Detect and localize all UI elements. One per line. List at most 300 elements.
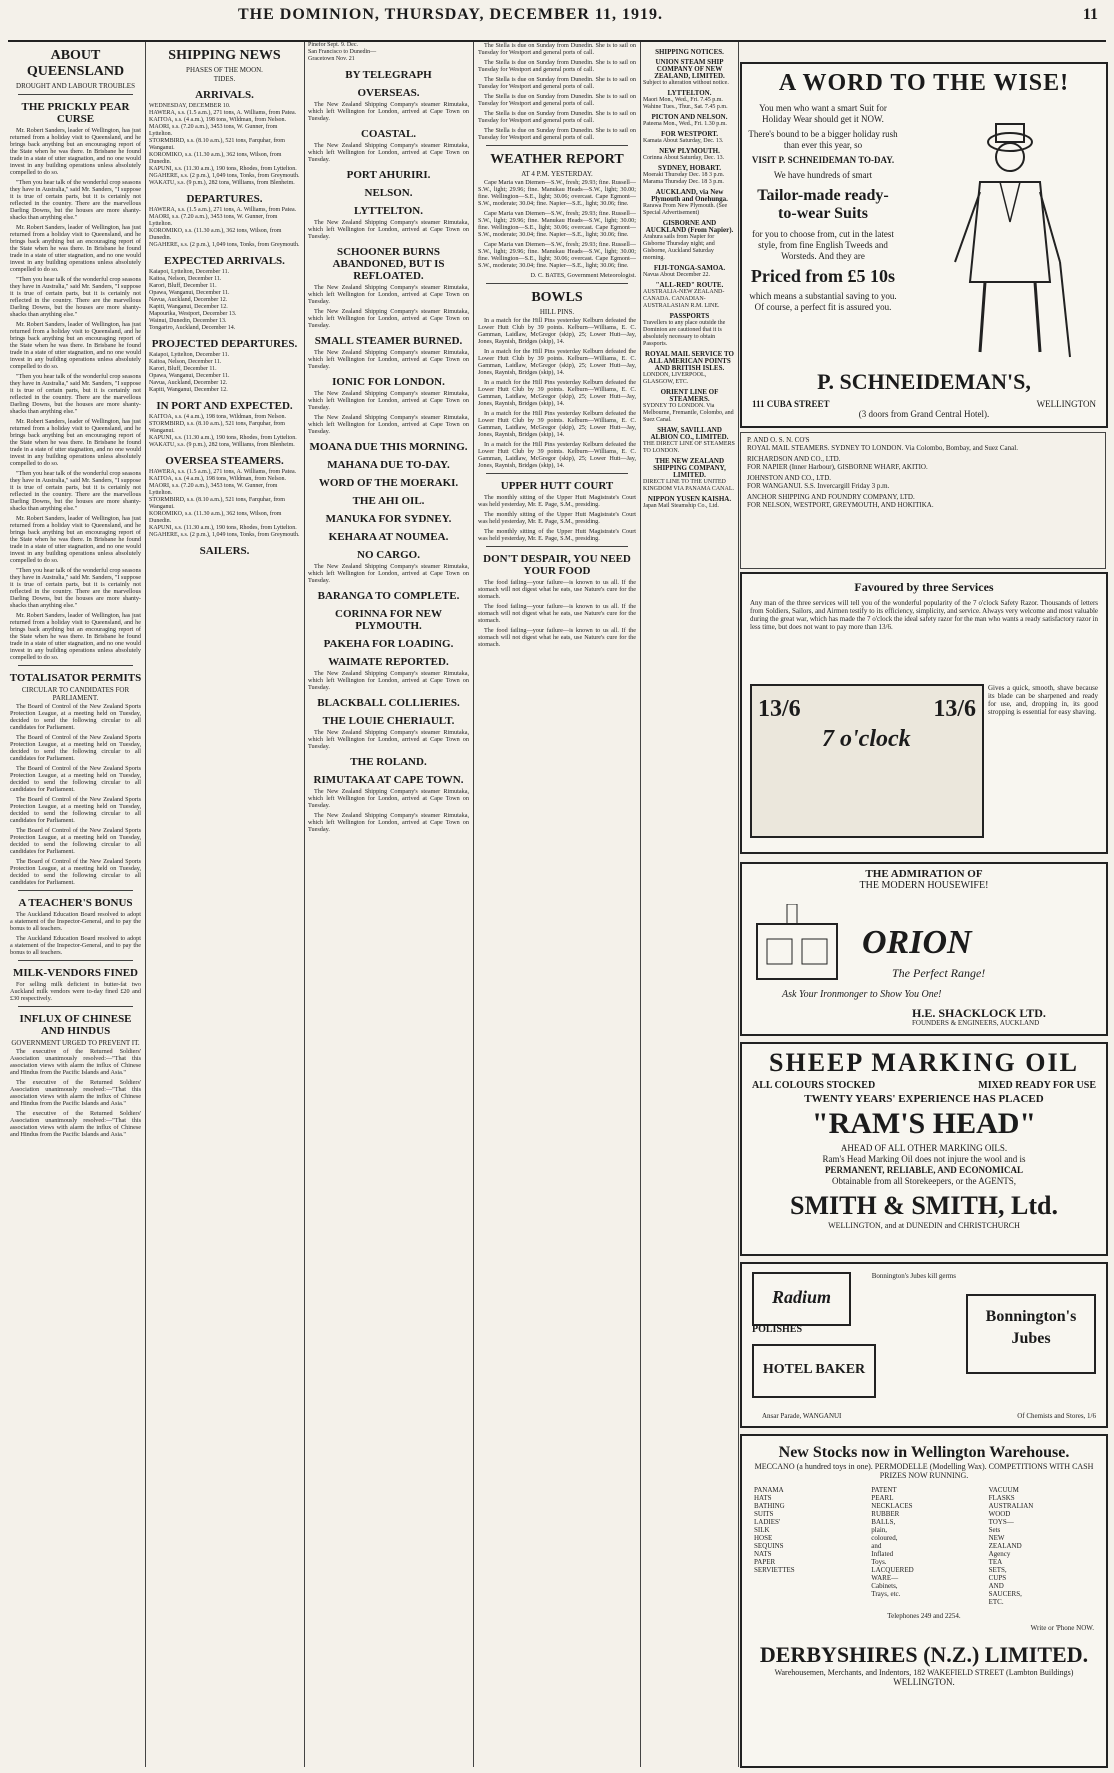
- subhead-corinna: CORINNA FOR NEW PLYMOUTH.: [335, 608, 442, 632]
- jubes-box-icon: [966, 1294, 1096, 1374]
- paragraph: The food failing—your failure—is known to us all. If the stomach will not digest what he eats, use Nature's cure for the stomach.: [478, 603, 636, 624]
- paragraph: "Then you hear talk of the wonderful crop seasons they have in Australia," said Mr. Sanders, "I suppose it is true of certain parts, but it is certainly not reflected in the country. There are the marvellous Darling Downs, but the houses are more shanty-shacks than anything else.": [10, 179, 141, 221]
- ad-text: Ask Your Ironmonger to Show You One!: [782, 989, 942, 1000]
- ad-brand: Bonnington's: [985, 1308, 1077, 1325]
- section-influx: INFLUX OF CHINESE AND HINDUS: [19, 1013, 132, 1037]
- subhead-by-telegraph: BY TELEGRAPH: [345, 69, 432, 81]
- notice-text: FOR WANGANUI. S.S. Invercargill Friday 3 p.m.: [747, 482, 890, 490]
- subhead-ionic: IONIC FOR LONDON.: [332, 376, 445, 388]
- ad-text: TWENTY YEARS' EXPERIENCE HAS PLACED: [804, 1093, 1044, 1105]
- list-item: HAWERA, s.s. (1.5 a.m.), 271 tons, A. Williams, from Patea.: [149, 469, 297, 475]
- list-item: KAPUNI, s.s. (11.30 a.m.), 190 tons, Rhodes, from Lyttelton.: [149, 166, 297, 172]
- notice-nz-shipping: [643, 458, 736, 493]
- notice-passports: [643, 313, 736, 348]
- paragraph: The New Zealand Shipping Company's steamer Rimutaka, which left Wellington for London, arrived at Cape Town on Tuesday.: [308, 563, 469, 584]
- article-body: [308, 284, 469, 329]
- section-milk-vendors: MILK-VENDORS FINED: [13, 967, 138, 979]
- advertisements: [740, 42, 1106, 1767]
- ad-text: AHEAD OF ALL OTHER MARKING OILS.: [840, 1143, 1008, 1153]
- ad-derbyshires: [740, 1434, 1108, 1768]
- ad-text: You men who want a smart Suit for Holiday Wear should get it NOW.: [759, 103, 887, 124]
- subhead-lyttelton: LYTTELTON.: [354, 205, 423, 217]
- divider: [18, 665, 133, 666]
- notice-title: P. AND O. S. N. CO'S: [747, 436, 810, 444]
- paragraph: The Board of Control of the New Zealand Sports Protection League, at a meeting held on Tuesday, decided to send the following circular to all candidates for Parliament.: [10, 827, 141, 855]
- list-item: AUSTRALIAN WOOD TOYS—Sets: [988, 1502, 1034, 1534]
- ad-brand-sub: Jubes: [1011, 1330, 1051, 1347]
- paragraph: The New Zealand Shipping Company's steamer Rimutaka, which left Wellington for London, arrived at Cape Town on Tuesday.: [308, 670, 469, 691]
- notice-lyttelton: [643, 90, 736, 111]
- paragraph: The monthly sitting of the Upper Hutt Magistrate's Court was held yesterday, Mr. E. Page, S.M., presiding.: [478, 494, 636, 508]
- paragraph: The Board of Control of the New Zealand Sports Protection League, at a meeting held on Tuesday, decided to send the following circular to all candidates for Parliament.: [10, 796, 141, 824]
- paragraph: "Then you hear talk of the wonderful crop seasons they have in Australia," said Mr. Sanders, "I suppose it is true of certain parts, but it is certainly not reflected in the country. There are the marvellous Darling Downs, but the houses are more shanty-shacks than anything else.": [10, 276, 141, 318]
- ad-firm-sub: FOUNDERS & ENGINEERS, AUCKLAND: [912, 1019, 1040, 1027]
- list-item: Kaiapoi, Lyttelton, December 11.: [149, 269, 230, 275]
- shipping-list: [149, 207, 300, 249]
- list-item: KOROMIKO, s.s. (11.30 a.m.), 362 tons, Wilson, from Dunedin.: [149, 511, 282, 524]
- ad-brand-sub: The Perfect Range!: [892, 966, 986, 980]
- list-item: TEA SETS, CUPS AND SAUCERS,: [988, 1558, 1022, 1598]
- notice-royal-mail: [643, 351, 736, 386]
- ad-text: POLISHES: [752, 1324, 803, 1335]
- notice-title: NEW PLYMOUTH.: [659, 147, 720, 155]
- ad-telephone: Telephones 249 and 2254.: [887, 1612, 961, 1620]
- ad-firm-sub: WELLINGTON, and at DUNEDIN and CHRISTCHURCH: [828, 1221, 1020, 1230]
- divider: [486, 145, 628, 146]
- paragraph: In a match for the Hill Pins yesterday Kelburn defeated the Lower Hutt Club by 39 points. Kelburn—Williams, E. C. Gamman, Laidlaw, McGregor (skip), 25; Lower Hutt—Jay, Jones, Raynish, Bridges (skip), 14.: [478, 379, 636, 407]
- headline-shipping-notices: SHIPPING NOTICES.: [655, 48, 724, 56]
- column-rule: [473, 42, 474, 1767]
- column-shipping-news: [147, 42, 302, 1767]
- paragraph: The New Zealand Shipping Company's steamer Rimutaka, which left Wellington for London, arrived at Cape Town on Tuesday.: [308, 142, 469, 163]
- ad-schneideman: [740, 62, 1108, 428]
- subhead-louie: THE LOUIE CHERIAULT.: [322, 715, 455, 727]
- paragraph: The New Zealand Shipping Company's steamer Rimutaka, which left Wellington for London, arrived at Cape Town on Tuesday.: [308, 308, 469, 329]
- ad-firm: P. SCHNEIDEMAN'S,: [817, 369, 1031, 394]
- subhead-no-cargo: NO CARGO.: [357, 549, 420, 561]
- paragraph: Mr. Robert Sanders, leader of Wellington, has just returned from a holiday visit to Queensland, and he brings back anything but an encouraging report of the State when he was there. In Brisbane he found trade in a state of utter stagnation, and no one would invest in any building operations unless absolutely compelled to do so.: [10, 612, 141, 661]
- ad-text: Bonnington's Jubes kill germs: [871, 1272, 956, 1280]
- notice-title: PICTON AND NELSON.: [651, 113, 728, 121]
- list-item: Karori, Bluff, December 11.: [149, 366, 217, 372]
- ad-right: MIXED READY FOR USE: [978, 1080, 1096, 1091]
- paragraph: The Stella is due on Sunday from Dunedin. She is to sail on Tuesday for Westport and general ports of call.: [478, 110, 636, 124]
- ad-left: ALL COLOURS STOCKED: [752, 1080, 876, 1091]
- list-item: NEW ZEALAND Agency: [988, 1534, 1022, 1558]
- notice-title: JOHNSTON AND CO., LTD.: [747, 474, 832, 482]
- paragraph: The food failing—your failure—is known to us all. If the stomach will not digest what he eats, use Nature's cure for the stomach.: [478, 627, 636, 648]
- notice-text: THE DIRECT LINE OF STEAMERS TO LONDON.: [643, 441, 735, 454]
- paragraph: Mr. Robert Sanders, leader of Wellington, has just returned from a holiday visit to Queensland, and he brings back anything but an encouraging report of the State when he was there. In Brisbane he found trade in a state of utter stagnation, and no one would invest in any building operations unless absolutely compelled to do so.: [10, 127, 141, 176]
- paragraph: The monthly sitting of the Upper Hutt Magistrate's Court was held yesterday, Mr. E. Page, S.M., presiding.: [478, 511, 636, 525]
- list-item: Navua, Auckland, December 12.: [149, 380, 228, 386]
- section-prickly-pear: THE PRICKLY PEAR CURSE: [21, 101, 130, 125]
- paragraph: The New Zealand Shipping Company's steamer Rimutaka, which left Wellington for London, arrived at Cape Town on Tuesday.: [308, 219, 469, 240]
- paragraph: The New Zealand Shipping Company's steamer Rimutaka, which left Wellington for London, arrived at Cape Town on Tuesday.: [308, 812, 469, 833]
- shipping-list: [308, 42, 469, 63]
- divider: [18, 94, 133, 95]
- notice-title: SYDNEY, HOBART.: [658, 164, 721, 172]
- paragraph: The Stella is due on Sunday from Dunedin. She is to sail on Tuesday for Westport and general ports of call.: [478, 93, 636, 107]
- shipping-list: [149, 103, 300, 187]
- list-item: LACQUERED WARE—Cabinets,: [871, 1566, 914, 1590]
- article-body: [478, 42, 636, 141]
- notice-text: FOR NAPIER (Inner Harbour), GISBORNE WHARF, AKITIO.: [747, 463, 928, 471]
- notice-text: AUSTRALIA-NEW ZEALAND-CANADA. CANADIAN-AUSTRALASIAN R.M. LINE.: [643, 289, 725, 309]
- ad-text: Ansar Parade, WANGANUI: [762, 1412, 842, 1420]
- subhead-moeraki: WORD OF THE MOERAKI.: [318, 477, 459, 489]
- subhead-small-steamer: SMALL STEAMER BURNED.: [314, 335, 463, 347]
- paragraph: In a match for the Hill Pins yesterday Kelburn defeated the Lower Hutt Club by 39 points. Kelburn—Williams, E. C. Gamman, Laidlaw, McGregor (skip), 25; Lower Hutt—Jay, Jones, Raynish, Bridges (skip), 14.: [478, 317, 636, 345]
- paragraph: The Stella is due on Sunday from Dunedin. She is to sail on Tuesday for Westport and general ports of call.: [478, 76, 636, 90]
- subhead-manuka: MANUKA FOR SYDNEY.: [325, 513, 452, 525]
- paragraph: The executive of the Returned Soldiers' Association unanimously resolved:—"That this association views with alarm the influx of Chinese and Hindus from the Pacific Islands and Asia.": [10, 1048, 141, 1076]
- ad-polishes-jubes: [740, 1262, 1108, 1428]
- ad-street: 111 CUBA STREET: [752, 399, 830, 409]
- headline-shipping-news: SHIPPING NEWS: [168, 48, 281, 63]
- notice-text: Corinna About Saturday, Dec. 13.: [643, 155, 725, 161]
- list-item: Pinefor Sept. 9. Dec.: [308, 42, 358, 48]
- subhead-pakeha: PAKEHA FOR LOADING.: [323, 638, 454, 650]
- article-body: [308, 349, 469, 370]
- notice-title: ANCHOR SHIPPING AND FOUNDRY COMPANY, LTD.: [747, 493, 915, 501]
- notice-title: FOR WESTPORT.: [660, 130, 719, 138]
- razor-box-icon: [750, 684, 984, 838]
- ad-price: Priced from £5 10s: [750, 266, 896, 286]
- subhead-rimutaka: RIMUTAKA AT CAPE TOWN.: [313, 774, 464, 786]
- notice-title: UNION STEAM SHIP COMPANY OF NEW ZEALAND, LIMITED.: [654, 58, 725, 80]
- ad-brand: "RAM'S HEAD": [811, 1107, 1037, 1140]
- shipping-list: [149, 414, 300, 449]
- subhead-baranga: BARANGA TO COMPLETE.: [317, 590, 460, 602]
- list-item: WAKATU, s.s. (9 p.m.), 282 tons, Williams, from Blenheim.: [149, 442, 295, 448]
- notice-text: Kamata About Saturday, Dec. 13.: [643, 138, 724, 144]
- ad-text: There's bound to be a bigger holiday rush than ever this year, so: [748, 129, 898, 150]
- subhead-projected: PROJECTED DEPARTURES.: [151, 338, 298, 350]
- list-item: Kaitoa, Nelson, December 11.: [149, 276, 222, 282]
- list-item: KOROMIKO, s.s. (11.30 a.m.), 362 tons, Wilson, from Dunedin.: [149, 152, 282, 165]
- article-body: [478, 317, 636, 469]
- subhead-sailers: SAILERS.: [199, 545, 250, 557]
- notice-richardson: [747, 455, 1099, 471]
- headline-queensland: ABOUT QUEENSLAND: [26, 48, 125, 79]
- subhead-mahana: MAHANA DUE TO-DAY.: [327, 459, 450, 471]
- ad-sheep-marking-oil: [740, 1042, 1108, 1256]
- radium-logo-icon: Radium: [752, 1272, 851, 1326]
- article-body: [308, 729, 469, 750]
- subhead-hill-pins: HILL PINS.: [539, 308, 575, 316]
- ad-headline: Favoured by three Services: [854, 580, 994, 594]
- notice-anchor: [747, 493, 1099, 509]
- paragraph: For selling milk deficient in butter-fat two Auckland milk vendors were to-day fined £20 and £30 respectively.: [10, 981, 141, 1002]
- list-item: Opawa, Wanganui, December 11.: [149, 290, 230, 296]
- paragraph: The Stella is due on Sunday from Dunedin. She is to sail on Tuesday for Westport and general ports of call.: [478, 127, 636, 141]
- column-rule: [738, 42, 739, 1767]
- article-body: [308, 788, 469, 833]
- column-rule: [640, 42, 641, 1767]
- notice-title: LYTTELTON.: [667, 89, 712, 97]
- ad-subheadline: MECCANO (a hundred toys in one). PERMODELLE (Modelling Wax). COMPETITIONS WITH CASH PRIZES NOW RUNNING.: [754, 1462, 1094, 1480]
- paragraph: The Stella is due on Sunday from Dunedin. She is to sail on Tuesday for Westport and general ports of call.: [478, 42, 636, 56]
- divider: [486, 473, 628, 474]
- subhead-kehara: KEHARA AT NOUMEA.: [328, 531, 449, 543]
- article-body: [10, 981, 141, 1002]
- masthead-title: THE DOMINION, THURSDAY, DECEMBER 11, 1919.: [238, 6, 664, 23]
- paragraph: Cape Maria van Diemen—S.W., fresh; 29.93; fine. Russell—S.W., light; 29.96; fine. Manukau Heads—S.W., light; 30.00; fine. Wellington—S.E., light; 30.06; overcast. Cape Egmont—S.W., moderate; 30.04; fine. Napier—S.E., light; 30.06; fine.: [478, 241, 636, 269]
- ad-firm: SMITH & SMITH, Ltd.: [790, 1191, 1058, 1220]
- gentleman-illustration-icon: [920, 112, 1090, 362]
- list-item: WEDNESDAY, DECEMBER 10.: [149, 103, 231, 109]
- list-item: NGAHERE, s.s. (2 p.m.), 1,049 tons, Tonks, from Greymouth.: [149, 242, 300, 248]
- shipping-list: [149, 352, 300, 394]
- subhead-departures: DEPARTURES.: [186, 193, 263, 205]
- list-item: BATHING SUITS: [754, 1502, 785, 1518]
- notice-title: NIPPON YUSEN KAISHA.: [647, 495, 732, 503]
- stove-icon: [752, 904, 842, 984]
- paragraph: The Board of Control of the New Zealand Sports Protection League, at a meeting held on Tuesday, decided to send the following circular to all candidates for Parliament.: [10, 858, 141, 886]
- paragraph: The Board of Control of the New Zealand Sports Protection League, at a meeting held on Tuesday, decided to send the following circular to all candidates for Parliament.: [10, 765, 141, 793]
- list-item: NGAHERE, s.s. (2 p.m.), 1,049 tons, Tonks, from Greymouth.: [149, 173, 300, 179]
- ad-brand: 7 o'clock: [822, 726, 911, 752]
- notice-title: PASSPORTS: [669, 312, 710, 320]
- list-item: MAORI, s.s. (7.20 a.m.), 3453 tons, W. Gunner, from Lyttelton.: [149, 124, 278, 137]
- notice-title: AUCKLAND, via New Plymouth and Onehunga.: [651, 188, 728, 203]
- list-item: Kapiti, Wanganui, December 12.: [149, 387, 228, 393]
- subhead-blackball: BLACKBALL COLLIERIES.: [317, 697, 460, 709]
- headline-dont-despair: DON'T DESPAIR, YOU NEED YOUR FOOD: [483, 553, 631, 577]
- headline-bowls: BOWLS: [531, 290, 583, 305]
- subhead-expected: EXPECTED ARRIVALS.: [164, 255, 285, 267]
- paragraph: In a match for the Hill Pins yesterday Kelburn defeated the Lower Hutt Club by 39 points. Kelburn—Williams, E. C. Gamman, Laidlaw, McGregor (skip), 25; Lower Hutt—Jay, Jones, Raynish, Bridges (skip), 14.: [478, 410, 636, 438]
- signature: D. C. BATES, Government Meteorologist.: [530, 272, 636, 279]
- subhead-overseas: OVERSEAS.: [357, 87, 420, 99]
- page-number: 11: [1082, 6, 1098, 23]
- paragraph: The New Zealand Shipping Company's steamer Rimutaka, which left Wellington for London, arrived at Cape Town on Tuesday.: [308, 414, 469, 435]
- list-item: RUBBER BALLS, plain, coloured,: [871, 1510, 900, 1542]
- article-body: [308, 390, 469, 435]
- ad-text: for you to choose from, cut in the latest style, from fine English Tweeds and Worsteds. And they are: [752, 229, 894, 261]
- notice-title: "ALL-RED" ROUTE.: [655, 281, 724, 289]
- paragraph: The Board of Control of the New Zealand Sports Protection League, at a meeting held on Tuesday, decided to send the following circular to all candidates for Parliament.: [10, 703, 141, 731]
- shipping-list: [149, 269, 300, 332]
- notice-text: SYDNEY TO LONDON. Via Melbourne, Fremantle, Colombo, and Suez Canal.: [643, 403, 734, 423]
- article-body: [10, 703, 141, 886]
- paragraph: The executive of the Returned Soldiers' Association unanimously resolved:—"That this association views with alarm the influx of Chinese and Hindus from the Pacific Islands and Asia.": [10, 1110, 141, 1138]
- subhead-moana: MOANA DUE THIS MORNING.: [309, 441, 468, 453]
- subhead-waimate: WAIMATE REPORTED.: [328, 656, 449, 668]
- list-item: Opawa, Wanganui, December 11.: [149, 373, 230, 379]
- list-item: KOROMIKO, s.s. (11.30 a.m.), 362 tons, Wilson, from Dunedin.: [149, 228, 282, 241]
- ad-feature: Tailor-made ready-to-wear Suits: [757, 187, 889, 222]
- ad-text: We have hundreds of smart: [773, 170, 873, 180]
- subhead-government: GOVERNMENT URGED TO PREVENT IT.: [11, 1039, 140, 1047]
- ad-seven-oclock-razor: [740, 572, 1108, 854]
- paragraph: The New Zealand Shipping Company's steamer Rimutaka, which left Wellington for London, arrived at Cape Town on Tuesday.: [308, 788, 469, 809]
- paragraph: The monthly sitting of the Upper Hutt Magistrate's Court was held yesterday, Mr. E. Page, S.M., presiding.: [478, 528, 636, 542]
- ad-price: 13/6: [933, 696, 976, 722]
- list-item: Navua, Auckland, December 12.: [149, 297, 228, 303]
- ad-write: Write or 'Phone NOW.: [1030, 1624, 1094, 1632]
- list-item: PATENT PEARL NECKLACES: [871, 1486, 913, 1510]
- notice-nippon: [643, 496, 736, 510]
- notice-all-red: [643, 282, 736, 310]
- paragraph: The New Zealand Shipping Company's steamer Rimutaka, which left Wellington for London, arrived at Cape Town on Tuesday.: [308, 101, 469, 122]
- subhead-port-ahuriri: PORT AHURIRI.: [346, 169, 431, 181]
- headline-upper-hutt: UPPER HUTT COURT: [500, 480, 614, 492]
- paragraph: The New Zealand Shipping Company's steamer Rimutaka, which left Wellington for London, arrived at Cape Town on Tuesday.: [308, 729, 469, 750]
- notice-title: GISBORNE AND AUCKLAND (From Napier).: [645, 219, 734, 234]
- list-item: KAITOA, s.s. (4 a.m.), 198 tons, Wildman, from Nelson.: [149, 117, 287, 123]
- list-item: NGAHERE, s.s. (2 p.m.), 1,049 tons, Tonks, from Greymouth.: [149, 532, 300, 538]
- list-item: Trays, etc.: [871, 1590, 901, 1598]
- notice-gisborne: [643, 220, 736, 262]
- ad-text: Of Chemists and Stores, 1/6: [1017, 1412, 1096, 1420]
- list-item: VACUUM FLASKS: [988, 1486, 1019, 1502]
- ad-text: Of course, a perfect fit is assured you.: [754, 302, 892, 312]
- notice-new-plymouth: [643, 148, 736, 162]
- paragraph: The Auckland Education Board resolved to adopt a statement of the Inspector-General, and to pay the bonus to all teachers.: [10, 935, 141, 956]
- column-rule: [304, 42, 305, 1767]
- paragraph: Mr. Robert Sanders, leader of Wellington, has just returned from a holiday visit to Queensland, and he brings back anything but an encouraging report of the State when he was there. In Brisbane he found trade in a state of utter stagnation, and no one would invest in any building operations unless absolutely compelled to do so.: [10, 321, 141, 370]
- paragraph: "Then you hear talk of the wonderful crop seasons they have in Australia," said Mr. Sanders, "I suppose it is true of certain parts, but it is certainly not reflected in the country. There are the marvellous Darling Downs, but the houses are more shanty-shacks than anything else.": [10, 373, 141, 415]
- list-item: Gracetown Nov. 21: [308, 56, 355, 62]
- article-body: [478, 494, 636, 542]
- subhead-ahi: THE AHI OIL.: [352, 495, 425, 507]
- notice-text: Navua About December 22.: [643, 272, 710, 278]
- section-totalisator: TOTALISATOR PERMITS: [9, 672, 142, 684]
- notice-fiji: [643, 265, 736, 279]
- hotel-logo-icon: HOTEL BAKER: [752, 1344, 876, 1398]
- paragraph: Mr. Robert Sanders, leader of Wellington, has just returned from a holiday visit to Queensland, and he brings back anything but an encouraging report of the State when he was there. In Brisbane he found trade in a state of utter stagnation, and no one would invest in any building operations unless absolutely compelled to do so.: [10, 515, 141, 564]
- notice-title: RICHARDSON AND CO., LTD.: [747, 455, 841, 463]
- article-body: [308, 563, 469, 584]
- paragraph: The Auckland Education Board resolved to adopt a statement of the Inspector-General, and to pay the bonus to all teachers.: [10, 911, 141, 932]
- paragraph: The New Zealand Shipping Company's steamer Rimutaka, which left Wellington for London, arrived at Cape Town on Tuesday.: [308, 349, 469, 370]
- paragraph: "Then you hear talk of the wonderful crop seasons they have in Australia," said Mr. Sanders, "I suppose it is true of certain parts, but it is certainly not reflected in the country. There are the marvellous Darling Downs, but the houses are more shanty-shacks than anything else.": [10, 470, 141, 512]
- notice-text: Moeraki Thursday Dec. 18 3 p.m. Marama Thursday Dec. 18 3 p.m.: [643, 172, 725, 185]
- subhead-moon: PHASES OF THE MOON.: [186, 66, 263, 74]
- list-item: Kapiti, Wanganui, December 12.: [149, 304, 228, 310]
- notice-text: Japan Mail Steamship Co., Ltd.: [643, 503, 719, 509]
- paragraph: In a match for the Hill Pins yesterday Kelburn defeated the Lower Hutt Club by 39 points. Kelburn—Williams, E. C. Gamman, Laidlaw, McGregor (skip), 25; Lower Hutt—Jay, Jones, Raynish, Bridges (skip), 14.: [478, 348, 636, 376]
- ad-orion-range: [740, 862, 1108, 1036]
- ad-text: PERMANENT, RELIABLE, AND ECONOMICAL: [824, 1165, 1024, 1175]
- paragraph: Mr. Robert Sanders, leader of Wellington, has just returned from a holiday visit to Queensland, and he brings back anything but an encouraging report of the State when he was there. In Brisbane he found trade in a state of utter stagnation, and no one would invest in any building operations unless absolutely compelled to do so.: [10, 418, 141, 467]
- ad-headline: New Stocks now in Wellington Warehouse.: [778, 1444, 1070, 1461]
- divider: [18, 890, 133, 891]
- column-shipping-telegraph: [306, 42, 471, 1767]
- subhead-arrivals: ARRIVALS.: [195, 89, 254, 101]
- list-item: SEQUINS NATS: [754, 1542, 784, 1558]
- divider: [486, 283, 628, 284]
- list-item: STORMBIRD, s.s. (8.10 a.m.), 521 tons, Farquhar, from Wanganui.: [149, 497, 285, 510]
- list-item: Kaitoa, Nelson, December 11.: [149, 359, 222, 365]
- notice-title: ORIENT LINE OF STEAMERS.: [660, 388, 719, 403]
- list-item: MAORI, s.s. (7.20 a.m.), 3453 tons, W. Gunner, from Lyttelton.: [149, 483, 278, 496]
- list-item: HAWERA, s.s. (1.5 a.m.), 271 tons, A. Williams, from Patea.: [149, 207, 297, 213]
- list-item: HAWERA, s.s. (1.5 a.m.), 271 tons, A. Williams, from Patea.: [149, 110, 297, 116]
- shipping-list: [149, 469, 300, 539]
- list-item: STORMBIRD, s.s. (8.10 a.m.), 521 tons, Farquhar, from Wanganui.: [149, 138, 285, 151]
- notice-title: FIJI-TONGA-SAMOA.: [653, 264, 726, 272]
- list-item: Kaiapoi, Lyttelton, December 11.: [149, 352, 230, 358]
- masthead: [8, 0, 1106, 42]
- list-item: KAITOA, s.s. (4 a.m.), 198 tons, Wildman, from Nelson.: [149, 414, 287, 420]
- notice-westport: [643, 131, 736, 145]
- list-item: ETC.: [988, 1598, 1004, 1606]
- ad-firm-sub: Warehousemen, Merchants, and Indentors, 182 WAKEFIELD STREET (Lambton Buildings): [774, 1668, 1074, 1677]
- notice-text: ROYAL MAIL STEAMERS. SYDNEY TO LONDON. Via Colombo, Bombay, and Suez Canal.: [747, 444, 1018, 452]
- ad-brand: ORION: [862, 924, 972, 961]
- list-item: PANAMA HATS: [754, 1486, 784, 1502]
- notice-orient: [643, 389, 736, 424]
- section-teacher-bonus: A TEACHER'S BONUS: [18, 897, 133, 909]
- list-item: and Inflated Toys.: [871, 1542, 894, 1566]
- column-queensland: [8, 42, 143, 1767]
- ad-price: 13/6: [758, 696, 801, 722]
- subhead-oversea: OVERSEA STEAMERS.: [165, 455, 284, 467]
- subhead-roland: THE ROLAND.: [350, 756, 427, 768]
- list-item: KAITOA, s.s. (4 a.m.), 198 tons, Wildman, from Nelson.: [149, 476, 287, 482]
- paragraph: Cape Maria van Diemen—S.W., fresh; 29.93; fine. Russell—S.W., light; 29.96; fine. Manukau Heads—S.W., light; 30.00; fine. Wellington—S.E., light; 30.06; overcast. Cape Egmont—S.W., moderate; 30.04; fine. Napier—S.E., light; 30.06; fine.: [478, 179, 636, 207]
- article-body: [10, 911, 141, 956]
- notice-text: Pateena Mon., Wed., Fri. 1.30 p.m.: [643, 121, 727, 127]
- divider: [18, 1006, 133, 1007]
- ad-product-column: [989, 1486, 1094, 1606]
- notice-text: Subject to alteration without notice.: [643, 80, 729, 86]
- ad-firm-city: WELLINGTON.: [893, 1677, 955, 1687]
- notice-picton: [643, 114, 736, 128]
- ad-headline: SHEEP MARKING OIL: [769, 1048, 1079, 1077]
- column-shipping-notices: [642, 42, 737, 1767]
- ad-note: (3 doors from Grand Central Hotel).: [858, 409, 990, 419]
- paragraph: Cape Maria van Diemen—S.W., fresh; 29.93; fine. Russell—S.W., light; 29.96; fine. Manukau Heads—S.W., light; 30.00; fine. Wellington—S.E., light; 30.06; overcast. Cape Egmont—S.W., moderate; 30.04; fine. Napier—S.E., light; 30.06; fine.: [478, 210, 636, 238]
- article-body: [478, 579, 636, 648]
- ad-address: [752, 399, 1096, 419]
- notice-text: Rarawa From New Plymouth. (See Special Advertisement): [643, 203, 728, 216]
- article-body: [308, 219, 469, 240]
- list-item: Wainui, Dunedin, December 13.: [149, 318, 227, 324]
- notice-text: Maori Mon., Wed., Fri. 7.45 p.m. Wahine Tues., Thur., Sat. 7.45 p.m.: [643, 97, 728, 110]
- list-item: KAPUNI, s.s. (11.30 a.m.), 190 tons, Rhodes, from Lyttelton.: [149, 525, 297, 531]
- article-body: [10, 1048, 141, 1138]
- subhead-tides: TIDES.: [213, 75, 236, 83]
- ad-text: Any man of the three services will tell you of the wonderful popularity of the 7 o'clock Safety Razor. Thousands of letters from Soldiers, Sailors, and Airmen testify to its efficiency, simplicity, and service. Always very welcome and most valuable during the great war, which has made the 7 o'clock the ideal safety razor for the man who wants a ready satisfactory razor in less time, but does not want to pay more than 13/6.: [750, 599, 1098, 631]
- list-item: Tongariro, Auckland, December 14.: [149, 325, 236, 331]
- subhead-coastal: COASTAL.: [360, 128, 417, 140]
- notice-text: Arahura sails from Napier for Gisborne Thursday night; and Gisborne, Auckland Saturday morning.: [643, 234, 715, 261]
- list-item: PAPER SERVIETTES: [754, 1558, 795, 1574]
- subhead-weather-time: AT 4 P.M. YESTERDAY.: [521, 170, 593, 178]
- ad-product-column: [754, 1486, 859, 1606]
- ad-headline: A WORD TO THE WISE!: [778, 70, 1070, 96]
- article-body: [308, 101, 469, 122]
- paragraph: The Board of Control of the New Zealand Sports Protection League, at a meeting held on Tuesday, decided to send the following circular to all candidates for Parliament.: [10, 734, 141, 762]
- list-item: LADIES' SILK HOSE: [754, 1518, 781, 1542]
- paragraph: In a match for the Hill Pins yesterday Kelburn defeated the Lower Hutt Club by 39 points. Kelburn—Williams, E. C. Gamman, Laidlaw, McGregor (skip), 25; Lower Hutt—Jay, Jones, Raynish, Bridges (skip), 14.: [478, 441, 636, 469]
- list-item: Karori, Bluff, December 11.: [149, 283, 217, 289]
- subhead-circular: CIRCULAR TO CANDIDATES FOR PARLIAMENT.: [21, 686, 130, 702]
- article-body: [308, 142, 469, 163]
- article-body: [10, 127, 141, 661]
- paragraph: The New Zealand Shipping Company's steamer Rimutaka, which left Wellington for London, arrived at Cape Town on Tuesday.: [308, 390, 469, 411]
- notice-title: SHAW, SAVILL AND ALBION CO., LIMITED.: [650, 426, 729, 441]
- subhead-in-port: IN PORT AND EXPECTED.: [156, 400, 293, 412]
- column-weather-bowls: [476, 42, 638, 1767]
- ad-firm: H.E. SHACKLOCK LTD.: [912, 1006, 1046, 1020]
- list-item: MAORI, s.s. (7.20 a.m.), 3453 tons, W. Gunner, from Lyttelton.: [149, 214, 278, 227]
- paragraph: The New Zealand Shipping Company's steamer Rimutaka, which left Wellington for London, arrived at Cape Town on Tuesday.: [308, 284, 469, 305]
